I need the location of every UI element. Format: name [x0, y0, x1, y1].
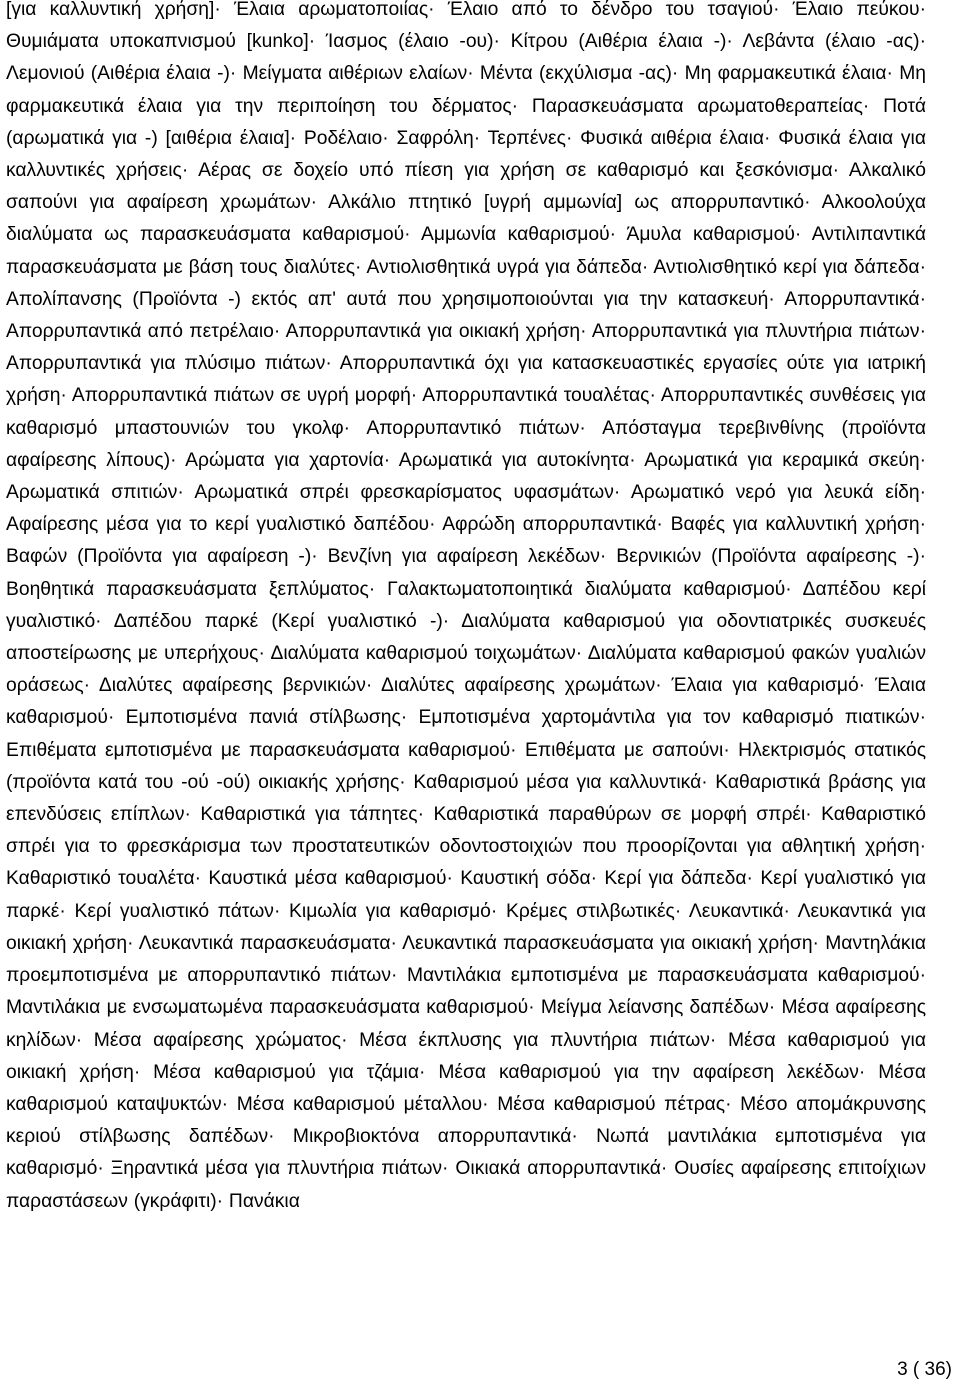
page-number: 3 ( 36)	[897, 1359, 952, 1380]
body-text: [για καλλυντική χρήση]· Έλαια αρωματοποιίας· Έλαιο από το δένδρο του τσαγιού· Έλαιο πεύκου· Θυμιάματα υποκαπνισμού [kunko]· Ίασμος (έλαιο -ου)· Κίτρου (Αιθέρια έλαια -)· Λεβάντα (έλαιο -ας)· Λεμονιού (Αιθέρια έλαια -)· Μείγματα αιθέριων ελαίων· Μέντα (εκχύλισμα -ας)· Μη φαρμακευτικά έλαια· Μη φαρμακευτικά έλαια για την περιποίηση του δέρματος· Παρασκευάσματα αρωματοθεραπείας· Ποτά (αρωματικά για -) [αιθέρια έλαια]· Ροδέλαιο· Σαφρόλη· Τερπένες· Φυσικά αιθέρια έλαια· Φυσικά έλαια για καλλυντικές χρήσεις· Αέρας σε δοχείο υπό πίεση για χρήση σε καθαρισμό και ξεσκόνισμα· Αλκαλικό σαπούνι για αφαίρεση χρωμάτων· Αλκάλιο πτητικό [υγρή αμμωνία] ως απορρυπαντικό· Αλκοολούχα διαλύματα ως παρασκευάσματα καθαρισμού· Αμμωνία καθαρισμού· Άμυλα καθαρισμού· Αντιλιπαντικά παρασκευάσματα με βάση τους διαλύτες· Αντιολισθητικά υγρά για δάπεδα· Αντιολισθητικό κερί για δάπεδα· Απολίπανσης (Προϊόντα -) εκτός απ' αυτά που χρησιμοποιούνται για την κατασκευή· Απορρυπαντικά· Απορρυπαντικά από πετρέλαιο· Απορρυπαντικά για οικιακή χρήση· Απορρυπαντικά για πλυντήρια πιάτων· Απορρυπαντικά για πλύσιμο πιάτων· Απορρυπαντικά όχι για κατασκευαστικές εργασίες ούτε για ιατρική χρήση· Απορρυπαντικά πιάτων σε υγρή μορφή· Απορρυπαντικά τουαλέτας· Απορρυπαντικές συνθέσεις για καθαρισμό μπαστουνιών του γκολφ· Απορρυπαντικό πιάτων· Απόσταγμα τερεβινθίνης (προϊόντα αφαίρεσης λίπους)· Αρώματα για χαρτονία· Αρωματικά για αυτοκίνητα· Αρωματικά για κεραμικά σκεύη· Αρωματικά σπιτιών· Αρωματικά σπρέι φρεσκαρίσματος υφασμάτων· Αρωματικό νερό για λευκά είδη· Αφαίρεσης μέσα για το κερί γυαλιστικό δαπέδου· Αφρώδη απορρυπαντικά· Βαφές για καλλυντική χρήση· Βαφών (Προϊόντα για αφαίρεση -)· Βενζίνη για αφαίρεση λεκέδων· Βερνικιών (Προϊόντα αφαίρεσης -)· Βοηθητικά παρασκευάσματα ξεπλύματος· Γαλακτωματοποιητικά διαλύματα καθαρισμού· Δαπέδου κερί γυαλιστικό· Δαπέδου παρκέ (Κερί γυαλιστικό -)· Διαλύματα καθαρισμού για οδοντιατρικές συσκευές αποστείρωσης με υπερήχους· Διαλύματα καθαρισμού τοιχωμάτων· Διαλύματα καθαρισμού φακών γυαλιών οράσεως· Διαλύτες αφαίρεσης βερνικιών· Διαλύτες αφαίρεσης χρωμάτων· Έλαια για καθαρισμό· Έλαια καθαρισμού· Εμποτισμένα πανιά στίλβωσης· Εμποτισμένα χαρτομάντιλα για τον καθαρισμό πιατικών· Επιθέματα εμποτισμένα με παρασκευάσματα καθαρισμού· Επιθέματα με σαπούνι· Ηλεκτρισμός στατικός (προϊόντα κατά του -ού -ού) οικιακής χρήσης· Καθαρισμού μέσα για καλλυντικά· Καθαριστικά βράσης για επενδύσεις επίπλων· Καθαριστικά για τάπητες· Καθαριστικά παραθύρων σε μορφή σπρέι· Καθαριστικό σπρέι για το φρεσκάρισμα των προστατευτικών οδοντοστοιχιών που προορίζονται για αθλητική χρήση· Καθαριστικό τουαλέτα· Καυστικά μέσα καθαρισμού· Καυστική σόδα· Κερί για δάπεδα· Κερί γυαλιστικό για παρκέ· Κερί γυαλιστικό πάτων· Κιμωλία για καθαρισμό· Κρέμες στιλβωτικές· Λευκαντικά· Λευκαντικά για οικιακή χρήση· Λευκαντικά παρασκευάσματα· Λευκαντικά παρασκευάσματα για οικιακή χρήση· Μαντηλάκια προεμποτισμένα με απορρυπαντικό πιάτων· Μαντιλάκια εμποτισμένα με παρασκευάσματα καθαρισμού· Μαντιλάκια με ενσωματωμένα παρασκευάσματα καθαρισμού· Μείγμα λείανσης δαπέδων· Μέσα αφαίρεσης κηλίδων· Μέσα αφαίρεσης χρώματος· Μέσα έκπλυσης για πλυντήρια πιάτων· Μέσα καθαρισμού για οικιακή χρήση· Μέσα καθαρισμού για τζάμια· Μέσα καθαρισμού για την αφαίρεση λεκέδων· Μέσα καθαρισμού καταψυκτών· Μέσα καθαρισμού μέταλλου· Μέσα καθαρισμού πέτρας· Μέσο απομάκρυνσης κεριού στίλβωσης δαπέδων· Μικροβιοκτόνα απορρυπαντικά· Νωπά μαντιλάκια εμποτισμένα για καθαρισμό· Ξηραντικά μέσα για πλυντήρια πιάτων· Οικιακά απορρυπαντικά· Ουσίες αφαίρεσης επιτοίχιων παραστάσεων (γκράφιτι)· Πανάκια	[6, 0, 926, 1212]
